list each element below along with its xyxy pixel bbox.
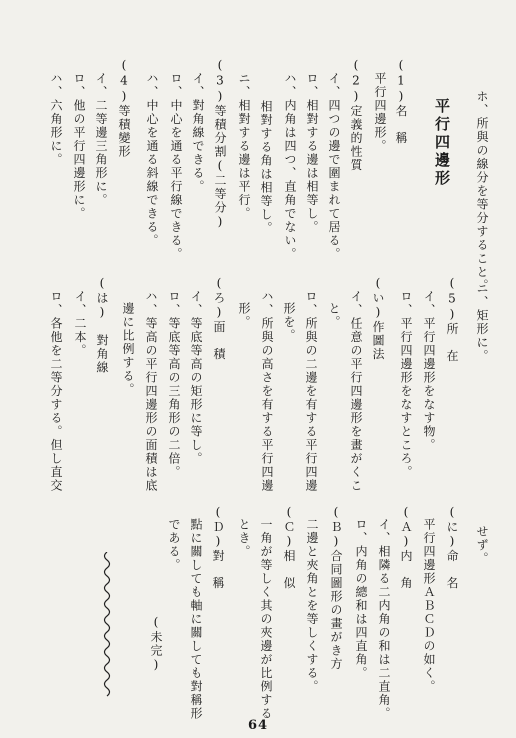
text-line: と。 — [327, 302, 341, 329]
text-line: 邊に比例する。 — [121, 302, 135, 397]
text-line: ハ、六角形に。 — [49, 72, 63, 167]
text-line: イ、二本。 — [73, 290, 87, 358]
text-line: 相對する角は相等し。 — [259, 100, 273, 235]
text-line: (3)等積分割(二等分) — [213, 58, 227, 230]
text-line: (4)等積變形 — [117, 58, 131, 159]
text-line: (2)定義的性質 — [349, 58, 363, 172]
text-line: イ、對角線できる。 — [191, 72, 205, 194]
text-line: とき。 — [237, 518, 251, 559]
text-line: (未完) — [149, 615, 163, 673]
text-line: (Ｄ)對 稱 — [211, 505, 225, 590]
text-line: (に)命 名 — [445, 505, 459, 590]
text-line: イ、等底等高の矩形に等し。 — [189, 290, 203, 466]
text-line: ハ、中心を通る斜線できる。 — [145, 72, 159, 248]
text-line: (い)作圖法 — [371, 276, 385, 361]
text-line: (Ｃ)相 似 — [282, 505, 296, 590]
text-line: イ、平行四邊形をなす物。 — [422, 290, 436, 452]
text-line: ロ、中心を通る平行線できる。 — [169, 72, 183, 261]
page-number: 64 — [248, 718, 269, 733]
text-line: 形。 — [237, 302, 251, 329]
text-line: である。 — [167, 518, 181, 572]
text-line: ロ、他の平行四邊形に。 — [72, 72, 86, 221]
text-line: (は) 對角線 — [95, 276, 109, 375]
wavy-divider — [100, 552, 114, 702]
text-line: イ、相隣る二内角の和は二直角。 — [377, 518, 391, 721]
text-line: 二邊と夾角とを等しくする。 — [305, 518, 319, 694]
text-line: せず。 — [475, 525, 489, 566]
text-line: ハ、内角は四つ、直角でない。 — [283, 72, 297, 261]
text-line: イ、四つの邊で圍まれて居る。 — [327, 72, 341, 261]
text-line: (1)名 稱 — [394, 58, 408, 145]
text-line: 平行四邊形。 — [373, 72, 387, 153]
text-line: ロ、相對する邊は相等し。 — [305, 72, 319, 234]
text-line: ハ、等高の平行四邊形の面積は底 — [144, 290, 158, 493]
text-line: イ、任意の平行四邊形を畫がくこ — [349, 290, 363, 493]
text-line: ロ、所與の二邊を有する平行四邊 — [304, 290, 318, 493]
section-title: 平行四邊形 — [433, 98, 451, 188]
text-line: (5)所 在 — [445, 276, 459, 363]
text-line: 點に關しても軸に關しても對稱形 — [189, 518, 203, 721]
text-line: ニ、矩形に。 — [475, 282, 489, 363]
text-line: ホ、所與の線分を等分すること。 — [475, 90, 489, 293]
text-line: ロ、各他を二等分する。但し直交 — [49, 290, 63, 493]
text-line: ロ、等底等高の三角形の二倍。 — [167, 290, 181, 479]
text-line: (Ａ)内 角 — [399, 505, 413, 590]
text-line: (ろ)面 積 — [212, 276, 226, 361]
text-line: ニ、相對する邊は平行。 — [237, 72, 251, 221]
text-line: ハ、所與の高さを有する平行四邊 — [260, 290, 274, 493]
text-line: ロ、平行四邊形をなすところ。 — [399, 290, 413, 479]
text-line: 一角が等しく其の夾邊が比例する — [259, 518, 273, 721]
text-line: ロ、内角の總和は四直角。 — [354, 518, 368, 680]
text-line: 形を。 — [282, 302, 296, 343]
text-line: (Ｂ)合同圖形の畫がき方 — [329, 505, 343, 671]
text-line: 平行四邊形ＡＢＣＤの如く。 — [422, 518, 436, 694]
text-line: イ、二等邊三角形に。 — [94, 72, 108, 207]
